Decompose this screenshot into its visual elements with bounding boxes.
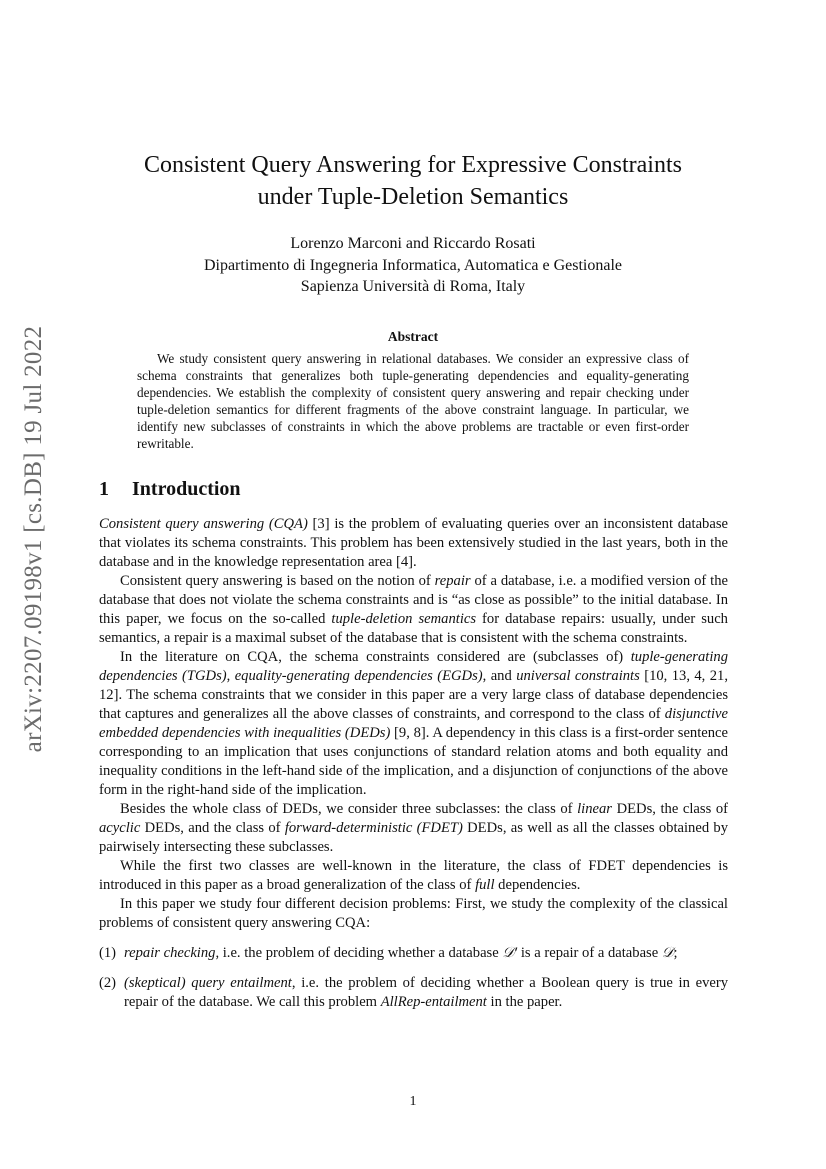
paragraph-5-text-2: dependencies. <box>494 877 581 893</box>
body-text <box>99 515 728 1023</box>
term-deds: disjunctive embedded dependencies with inequalities (DEDs) <box>99 706 728 741</box>
paragraph-4-text-1: Besides the whole class of DEDs, we consider three subclasses: the class of <box>120 801 578 817</box>
paragraph-4-text-4: DEDs, as well as all the classes obtained by pairwisely intersecting these subclasses. <box>99 820 728 855</box>
list-item-1-text-3: ; <box>673 945 678 961</box>
paragraph-4-text-2: DEDs, the class of <box>612 801 728 817</box>
list-item-text <box>124 974 728 1012</box>
arxiv-identifier-text: arXiv:2207.09198v1 [cs.DB] 19 Jul 2022 <box>20 325 47 753</box>
paragraph-5-text-1: While the first two classes are well-known in the literature, the class of FDET dependencies is introduced in this paper as a broad generalization of the class of <box>99 858 728 893</box>
term-linear: linear <box>577 801 612 817</box>
list-item-1-text-1: , i.e. the problem of deciding whether a database <box>215 945 503 961</box>
term-egds: equality-generating dependencies (EGDs) <box>234 668 483 684</box>
section-title: Introduction <box>132 478 241 500</box>
math-database-prime: 𝒟′ <box>502 945 518 961</box>
paragraph-5 <box>99 857 728 895</box>
paragraph-3-text-5: [9, 8]. A dependency in this class is a first-order sentence corresponding to an implication that uses conjunctions of standard relation atoms and both equality and inequality conditions in the left-hand side of the implication, and a disjunction of conjunctions of the above form in the right-hand side of the implication. <box>99 725 729 798</box>
paragraph-3-text-1: In the literature on CQA, the schema constraints considered are (subclasses of) <box>120 649 631 665</box>
paragraph-1-text: [3] is the problem of evaluating queries over an inconsistent database that violates its schema constraints. This problem has been extensively studied in the last years, both in the database and in the knowledge representation area [4]. <box>99 516 728 570</box>
list-item-2-text-1: , i.e. the problem of deciding whether a Boolean query is true in every repair of the database. We call this problem <box>124 975 729 1010</box>
author-block <box>100 233 726 298</box>
term-repair: repair <box>434 573 471 589</box>
term-fdet: forward-deterministic (FDET) <box>284 820 463 836</box>
paragraph-2-text-2: of a database, i.e. a modified version of the database that does not violate the schema constraints and is “as close as possible” to the initial database. In this paper, we focus on the so-called <box>99 573 728 627</box>
page-number: 1 <box>409 1094 417 1109</box>
paragraph-6 <box>99 895 728 933</box>
paragraph-3-text-2: , <box>226 668 235 684</box>
paragraph-2-text-3: for database repairs: usually, under such semantics, a repair is a maximal subset of the database that is consistent with the schema constraints. <box>99 611 728 646</box>
problem-list <box>99 944 728 1012</box>
term-query-entailment: (skeptical) query entailment <box>124 975 292 991</box>
paragraph-1 <box>99 515 728 572</box>
section-heading <box>99 478 241 501</box>
paragraph-4 <box>99 800 728 857</box>
paragraph-6-text: In this paper we study four different decision problems: First, we study the complexity of the classical problems of consistent query answering CQA: <box>99 896 728 931</box>
list-item-text <box>124 944 728 963</box>
paragraph-3 <box>99 648 728 800</box>
term-allrep-entailment: AllRep-entailment <box>380 994 487 1010</box>
paragraph-3-text-4: [10, 13, 4, 21, 12]. The schema constraints that we consider in this paper are a very large class of database dependencies that captures and generalizes all the above classes of constraints, and correspond to the class of <box>99 668 728 722</box>
term-full: full <box>475 877 495 893</box>
abstract-heading: Abstract <box>387 329 439 344</box>
abstract-text: We study consistent query answering in relational databases. We consider an expressive class of schema constraints that generalizes both tuple-generating dependencies and equality-generating dependencies. We establish the complexity of consistent query answering and repair checking under tuple-deletion semantics for different fragments of the above constraint language. In particular, we identify new subclasses of constraints in which the above problems are tractable or even first-order rewritable. <box>137 351 689 452</box>
term-repair-checking: repair checking <box>124 945 216 961</box>
author-department: Dipartimento di Ingegneria Informatica, Automatica e Gestionale <box>203 256 623 274</box>
paragraph-3-text-3: , and <box>482 668 517 684</box>
term-tuple-deletion: tuple-deletion semantics <box>331 611 477 627</box>
title-line-1: Consistent Query Answering for Expressive Constraints <box>144 152 682 178</box>
list-marker: (2) <box>99 975 117 991</box>
list-item-1-text-2: is a repair of a database <box>517 945 662 961</box>
list-marker: (1) <box>99 945 117 961</box>
term-acyclic: acyclic <box>99 820 141 836</box>
paragraph-2-text-1: Consistent query answering is based on the notion of <box>120 573 435 589</box>
paragraph-2 <box>99 572 728 648</box>
arxiv-identifier-stamp <box>20 325 47 753</box>
math-database: 𝒟 <box>661 945 674 961</box>
section-number: 1 <box>99 478 109 500</box>
author-university: Sapienza Università di Roma, Italy <box>300 278 526 295</box>
paper-title <box>100 149 726 213</box>
term-cqa: Consistent query answering (CQA) <box>99 516 308 532</box>
list-item <box>99 944 728 963</box>
author-names: Lorenzo Marconi and Riccardo Rosati <box>290 235 536 252</box>
title-line-2: under Tuple-Deletion Semantics <box>257 184 569 210</box>
term-tgds: tuple-generating dependencies (TGDs) <box>99 649 728 684</box>
term-universal-constraints: universal constraints <box>516 668 640 684</box>
paragraph-4-text-3: DEDs, and the class of <box>140 820 285 836</box>
list-item <box>99 974 728 1012</box>
list-item-2-text-2: in the paper. <box>486 994 563 1010</box>
